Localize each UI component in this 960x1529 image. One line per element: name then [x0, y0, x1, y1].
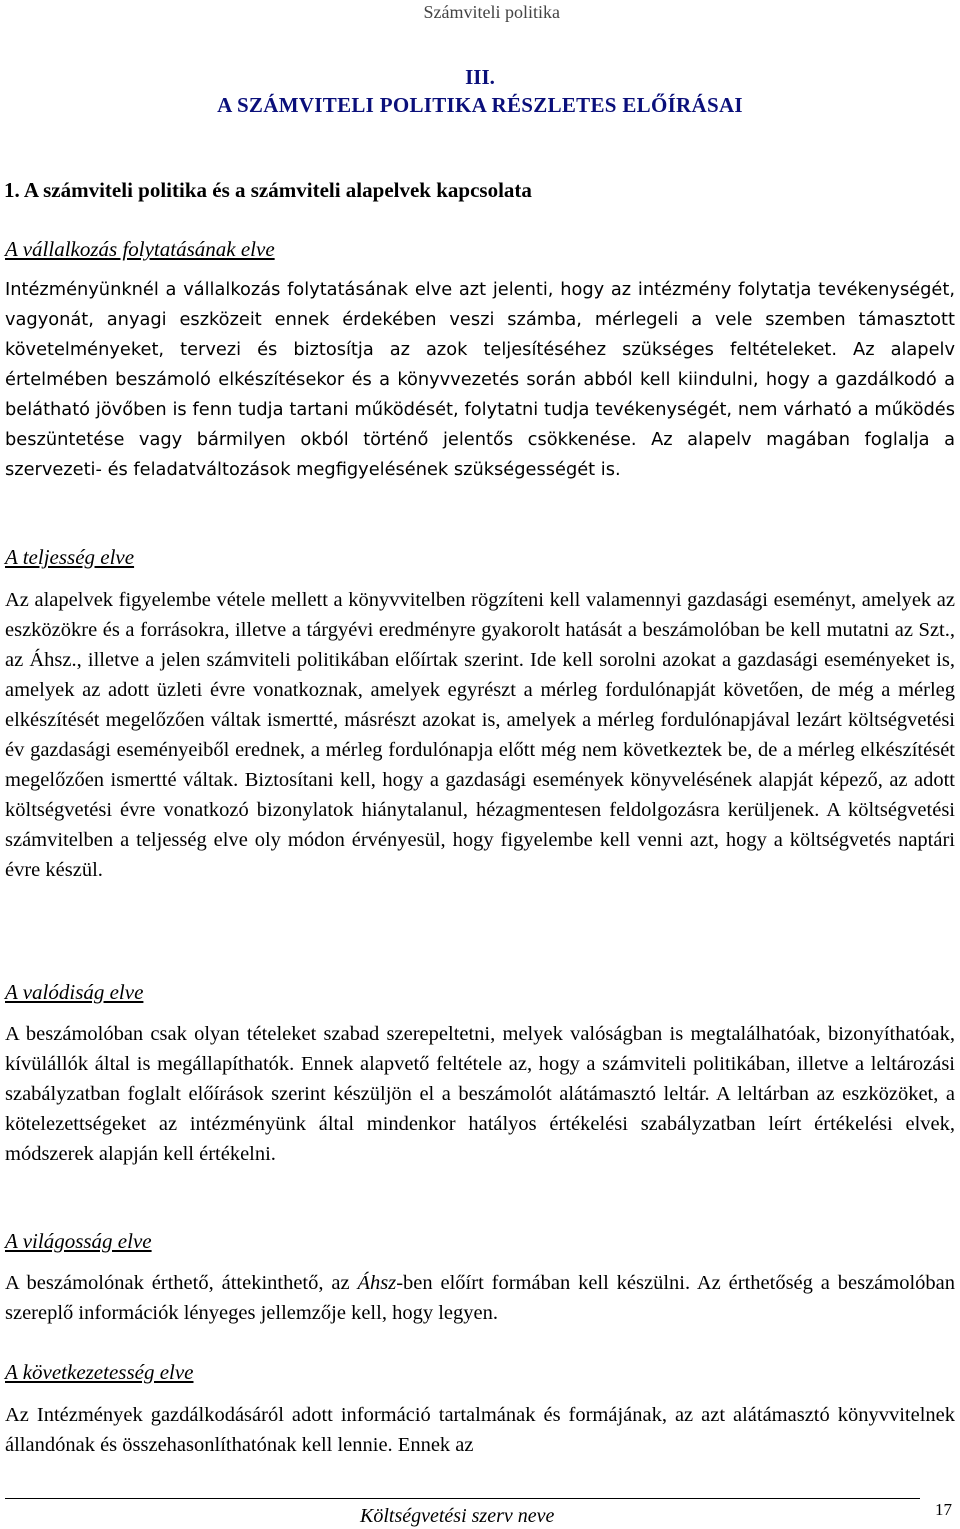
heading-teljesseg: A teljesség elve — [5, 545, 135, 569]
text-run: A beszámolónak érthető, áttekinthető, az — [5, 1272, 358, 1294]
paragraph-valodisag: A beszámolóban csak olyan tételeket szabad szerepeltetni, melyek valóságban is megtalálhatóak, bizonyíthatóak, kívülállók által is megállapíthatók. Ennek alapvető feltétele az, hogy a számviteli politikában, illetve a leltározási szabályzatban foglalt előírások szerint készüljön el a beszámolót alátámasztó leltár. A leltárban az eszközöket, a kötelezettségeket az intézményünk által mindenkor hatályos értékelési szabályzatban leírt értékelési elvek, módszerek alapján kell értékelni. — [5, 1023, 955, 1165]
heading-valodisag: A valódiság elve — [5, 980, 144, 1004]
heading-kovetkezetesseg: A következetesség elve — [5, 1360, 194, 1384]
paragraph-vilagossag — [5, 1268, 955, 1328]
footer-rule — [5, 1498, 920, 1499]
paragraph-kovetkezetesseg: Az Intézmények gazdálkodásáról adott információ tartalmának és formájának, az azt alátámasztó könyvvitelnek állandónak és összehasonlíthatónak kell lennie. Ennek az — [5, 1404, 955, 1456]
chapter-number: III. — [465, 65, 495, 89]
heading-folytatas: A vállalkozás folytatásának elve — [5, 237, 275, 261]
footer-org-name: Költségvetési szerv neve — [360, 1505, 555, 1527]
italic-abbreviation: Áhsz — [357, 1272, 397, 1294]
page-number: 17 — [935, 1500, 952, 1519]
paragraph-teljesseg: Az alapelvek figyelembe vétele mellett a könyvvitelben rögzíteni kell valamennyi gazdasági eseményt, amelyek az eszközökre és a forrásokra, illetve a tárgyévi eredményre gyakorolt hatását a beszámolóban be kell mutatni az Szt., az Áhsz., illetve a jelen számviteli politikában előírtak szerint. Ide kell sorolni azokat a gazdasági eseményeket is, amelyek az adott üzleti évre vonatkoznak, amelyek egyrészt a mérleg fordulónapját követően, de még a mérleg elkészítését megelőzően váltak ismertté, másrészt azokat is, amelyek a mérleg fordulónapjával lezárt költségvetési év gazdasági eseményeiből erednek, a mérleg fordulónapja előtt még nem következtek be, de a mérleg elkészítését megelőzően ismertté váltak. Biztosítani kell, hogy a gazdasági események könyvelésének alapját képező, az adott költségvetési évre vonatkozó bizonylatok hiánytalanul, hézagmentesen feldolgozásra kerüljenek. A költségvetési számvitelben a teljesség elve oly módon érvényesül, hogy figyelembe kell venni azt, hogy a költségvetés naptári évre készül. — [5, 589, 955, 881]
running-header: Számviteli politika — [423, 2, 560, 22]
chapter-title: A SZÁMVITELI POLITIKA RÉSZLETES ELŐÍRÁSAI — [217, 93, 743, 117]
section-title: 1. A számviteli politika és a számviteli alapelvek kapcsolata — [4, 178, 532, 202]
heading-vilagossag: A világosság elve — [5, 1229, 152, 1253]
text-run: -ben előírt formában kell készülni. Az érthetőség a beszámolóban szereplő információk lényeges jellemzője kell, hogy legyen. — [5, 1272, 956, 1324]
paragraph-folytatas: Intézményünknél a vállalkozás folytatásának elve azt jelenti, hogy az intézmény folytatja tevékenységét, vagyonát, anyagi eszközeit ennek érdekében veszi számba, mérlegeli a vele szemben támasztott követelményeket, tervezi és biztosítja az azok teljesítéséhez szükséges feltételeket. Az alapelv értelmében beszámoló elkészítésekor és a könyvvezetés során abból kell kiindulni, hogy a gazdálkodó a belátható jövőben is fenn tudja tartani működését, folytatni tudja tevékenységét, nem várható a működés beszüntetése vagy bármilyen okból történő jelentős csökkenése. Az alapelv magában foglalja a szervezeti- és feladatváltozások megfigyelésének szükségességét is. — [5, 279, 955, 480]
